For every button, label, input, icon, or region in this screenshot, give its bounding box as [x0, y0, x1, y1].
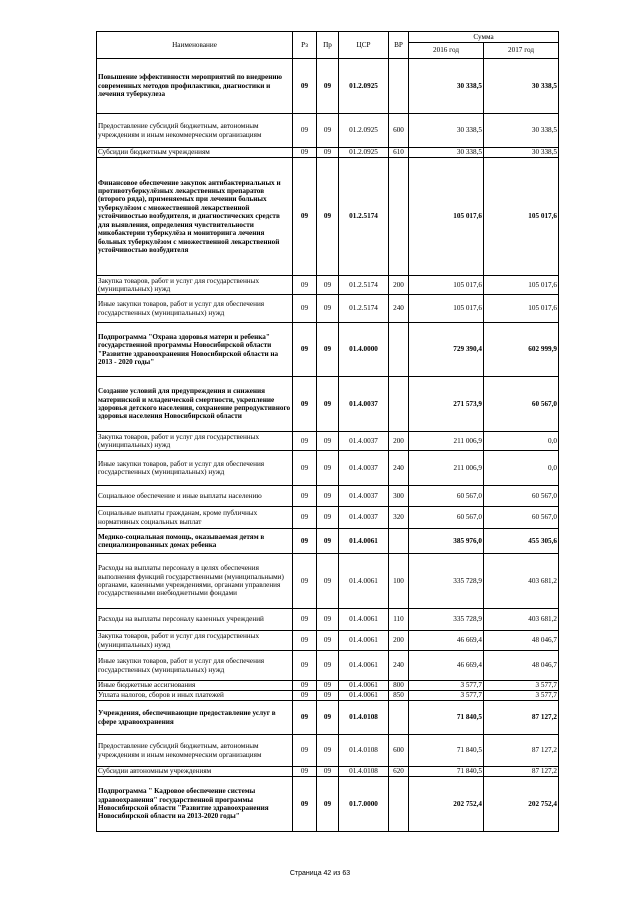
row-sum-2016: 105 017,6: [409, 276, 484, 295]
table-row: [97, 432, 559, 451]
row-vr: 200: [389, 432, 409, 451]
table-row: [97, 276, 559, 295]
row-csr: 01.7.0000: [339, 777, 389, 832]
table-row: [97, 158, 559, 276]
row-sum-2017: 3 577,7: [484, 681, 559, 691]
row-sum-2016: 71 840,5: [409, 767, 484, 777]
row-pr: 09: [317, 777, 339, 832]
row-pr: 09: [317, 295, 339, 323]
table-row: [97, 651, 559, 681]
row-csr: 01.4.0037: [339, 486, 389, 507]
row-name: Социальное обеспечение и иные выплаты населению: [97, 486, 293, 507]
row-csr: 01.2.5174: [339, 158, 389, 276]
row-sum-2016: 211 006,9: [409, 432, 484, 451]
row-rz: 09: [293, 777, 317, 832]
row-vr: 320: [389, 507, 409, 529]
header-sum: Сумма: [409, 32, 559, 43]
row-rz: 09: [293, 681, 317, 691]
row-pr: 09: [317, 59, 339, 114]
row-csr: 01.4.0061: [339, 651, 389, 681]
row-vr: 800: [389, 681, 409, 691]
row-sum-2017: 602 999,9: [484, 323, 559, 377]
row-sum-2017: 202 752,4: [484, 777, 559, 832]
row-sum-2016: 271 573,9: [409, 377, 484, 432]
row-name: Подпрограмма "Охрана здоровья матери и ребенка" государственной программы Новосибирской области "Развитие здравоохранения Новосибирской области на 2013 - 2020 годы": [97, 323, 293, 377]
row-vr: 110: [389, 609, 409, 631]
row-csr: 01.4.0000: [339, 323, 389, 377]
row-sum-2017: 3 577,7: [484, 691, 559, 701]
row-csr: 01.4.0037: [339, 451, 389, 486]
row-rz: 09: [293, 507, 317, 529]
row-rz: 09: [293, 158, 317, 276]
row-pr: 09: [317, 114, 339, 148]
row-sum-2017: 87 127,2: [484, 767, 559, 777]
row-csr: 01.4.0108: [339, 701, 389, 735]
row-pr: 09: [317, 681, 339, 691]
row-csr: 01.4.0061: [339, 691, 389, 701]
row-sum-2016: 335 728,9: [409, 554, 484, 609]
row-name: Субсидии бюджетным учреждениям: [97, 148, 293, 158]
row-csr: 01.2.0925: [339, 114, 389, 148]
row-rz: 09: [293, 114, 317, 148]
row-csr: 01.4.0037: [339, 432, 389, 451]
row-csr: 01.2.5174: [339, 276, 389, 295]
row-sum-2017: 48 046,7: [484, 631, 559, 651]
row-rz: 09: [293, 767, 317, 777]
row-pr: 09: [317, 158, 339, 276]
row-sum-2017: 105 017,6: [484, 158, 559, 276]
row-rz: 09: [293, 631, 317, 651]
row-csr: 01.4.0061: [339, 554, 389, 609]
row-name: Подпрограмма " Кадровое обеспечение системы здравоохранения" государственной программы Новосибирской области "Развитие здравоохранения Новосибирской области на 2013-2020 годы": [97, 777, 293, 832]
table-row: [97, 451, 559, 486]
row-name: Закупка товаров, работ и услуг для государственных (муниципальных) нужд: [97, 631, 293, 651]
row-name: Финансовое обеспечение закупок антибактериальных и противотуберкулёзных лекарственных препаратов (второго ряда), применяемых при лечении больных туберкулёзом с множественной лекарственной устойчивостью возбудителя, и диагностических средств для выявления, определения чувствительности микобактерии туберкулёза и мониторинга лечения больных туберкулёзом с множественной лекарственной устойчивостью возбудителя: [97, 158, 293, 276]
row-csr: 01.4.0037: [339, 507, 389, 529]
row-name: Создание условий для предупреждения и снижения материнской и младенческой смертности, укрепление здоровья детского населения, сохранение репродуктивного здоровья населения Новосибирской области: [97, 377, 293, 432]
row-vr: 200: [389, 276, 409, 295]
row-pr: 09: [317, 432, 339, 451]
row-pr: 09: [317, 323, 339, 377]
table-row: [97, 735, 559, 767]
row-sum-2017: 30 338,5: [484, 114, 559, 148]
row-name: Социальные выплаты гражданам, кроме публичных нормативных социальных выплат: [97, 507, 293, 529]
row-rz: 09: [293, 432, 317, 451]
row-rz: 09: [293, 529, 317, 554]
row-name: Предоставление субсидий бюджетным, автономным учреждениям и иным некоммерческим организациям: [97, 735, 293, 767]
row-vr: 200: [389, 631, 409, 651]
row-rz: 09: [293, 295, 317, 323]
header-2016: 2016 год: [409, 43, 484, 59]
row-sum-2016: 385 976,0: [409, 529, 484, 554]
row-name: Расходы на выплаты персоналу в целях обеспечения выполнения функций государственными (муниципальными) органами, казенными учреждениями, органами управления государственными внебюджетными фондами: [97, 554, 293, 609]
row-rz: 09: [293, 486, 317, 507]
row-sum-2017: 455 305,6: [484, 529, 559, 554]
row-vr: [389, 158, 409, 276]
table-row: [97, 777, 559, 832]
row-pr: 09: [317, 486, 339, 507]
row-vr: [389, 323, 409, 377]
row-sum-2016: 46 669,4: [409, 631, 484, 651]
row-csr: 01.4.0061: [339, 681, 389, 691]
row-vr: 620: [389, 767, 409, 777]
row-sum-2017: 105 017,6: [484, 295, 559, 323]
table-row: [97, 486, 559, 507]
row-name: Повышение эффективности мероприятий по внедрению современных методов профилактики, диагностики и лечения туберкулеза: [97, 59, 293, 114]
table-row: [97, 323, 559, 377]
row-vr: [389, 777, 409, 832]
row-vr: [389, 701, 409, 735]
row-pr: 09: [317, 148, 339, 158]
row-sum-2017: 30 338,5: [484, 148, 559, 158]
row-name: Закупка товаров, работ и услуг для государственных (муниципальных) нужд: [97, 276, 293, 295]
row-pr: 09: [317, 735, 339, 767]
row-pr: 09: [317, 631, 339, 651]
row-sum-2016: 71 840,5: [409, 701, 484, 735]
row-csr: 01.2.0925: [339, 59, 389, 114]
row-vr: 600: [389, 114, 409, 148]
row-vr: 850: [389, 691, 409, 701]
row-rz: 09: [293, 651, 317, 681]
row-sum-2017: 87 127,2: [484, 701, 559, 735]
row-pr: 09: [317, 507, 339, 529]
table-row: [97, 59, 559, 114]
header-pr: Пр: [317, 32, 339, 59]
row-sum-2017: 403 681,2: [484, 609, 559, 631]
row-sum-2017: 60 567,0: [484, 507, 559, 529]
table-row: [97, 507, 559, 529]
row-pr: 09: [317, 691, 339, 701]
row-sum-2016: 30 338,5: [409, 148, 484, 158]
row-pr: 09: [317, 651, 339, 681]
row-rz: 09: [293, 735, 317, 767]
row-vr: 600: [389, 735, 409, 767]
row-pr: 09: [317, 609, 339, 631]
row-sum-2016: 71 840,5: [409, 735, 484, 767]
row-vr: 610: [389, 148, 409, 158]
row-name: Закупка товаров, работ и услуг для государственных (муниципальных) нужд: [97, 432, 293, 451]
table-row: [97, 681, 559, 691]
row-sum-2017: 0,0: [484, 451, 559, 486]
row-sum-2016: 105 017,6: [409, 295, 484, 323]
row-pr: 09: [317, 451, 339, 486]
table-row: [97, 631, 559, 651]
row-sum-2017: 403 681,2: [484, 554, 559, 609]
row-rz: 09: [293, 691, 317, 701]
header-name: Наименование: [97, 32, 293, 59]
row-name: Иные закупки товаров, работ и услуг для обеспечения государственных (муниципальных) нужд: [97, 451, 293, 486]
budget-table: [96, 31, 559, 832]
row-rz: 09: [293, 554, 317, 609]
table-row: [97, 609, 559, 631]
row-sum-2016: 30 338,5: [409, 114, 484, 148]
table-row: [97, 767, 559, 777]
row-sum-2016: 3 577,7: [409, 691, 484, 701]
row-vr: 240: [389, 451, 409, 486]
header-vr: ВР: [389, 32, 409, 59]
row-sum-2016: 3 577,7: [409, 681, 484, 691]
table-row: [97, 295, 559, 323]
row-vr: 240: [389, 295, 409, 323]
table-row: [97, 701, 559, 735]
row-pr: 09: [317, 554, 339, 609]
row-sum-2017: 30 338,5: [484, 59, 559, 114]
table-row: [97, 529, 559, 554]
row-rz: 09: [293, 609, 317, 631]
row-sum-2016: 729 390,4: [409, 323, 484, 377]
row-sum-2016: 46 669,4: [409, 651, 484, 681]
header-rz: Рз: [293, 32, 317, 59]
row-name: Иные закупки товаров, работ и услуг для обеспечения государственных (муниципальных) нужд: [97, 295, 293, 323]
row-sum-2017: 87 127,2: [484, 735, 559, 767]
row-rz: 09: [293, 377, 317, 432]
row-sum-2017: 0,0: [484, 432, 559, 451]
row-pr: 09: [317, 529, 339, 554]
row-sum-2016: 60 567,0: [409, 507, 484, 529]
row-name: Предоставление субсидий бюджетным, автономным учреждениям и иным некоммерческим организациям: [97, 114, 293, 148]
row-sum-2017: 105 017,6: [484, 276, 559, 295]
row-vr: [389, 377, 409, 432]
row-rz: 09: [293, 276, 317, 295]
row-sum-2016: 60 567,0: [409, 486, 484, 507]
row-csr: 01.4.0061: [339, 529, 389, 554]
row-pr: 09: [317, 767, 339, 777]
row-sum-2016: 211 006,9: [409, 451, 484, 486]
row-name: Уплата налогов, сборов и иных платежей: [97, 691, 293, 701]
row-vr: [389, 59, 409, 114]
header-csr: ЦСР: [339, 32, 389, 59]
row-csr: 01.2.5174: [339, 295, 389, 323]
row-pr: 09: [317, 701, 339, 735]
row-vr: 100: [389, 554, 409, 609]
row-vr: [389, 529, 409, 554]
row-csr: 01.4.0061: [339, 609, 389, 631]
row-name: Учреждения, обеспечивающие предоставление услуг в сфере здравоохранения: [97, 701, 293, 735]
row-csr: 01.4.0061: [339, 631, 389, 651]
row-sum-2016: 202 752,4: [409, 777, 484, 832]
row-sum-2017: 60 567,0: [484, 377, 559, 432]
row-csr: 01.2.0925: [339, 148, 389, 158]
row-name: Субсидии автономным учреждениям: [97, 767, 293, 777]
table-body: [97, 59, 559, 832]
row-pr: 09: [317, 377, 339, 432]
table-row: [97, 148, 559, 158]
row-sum-2016: 30 338,5: [409, 59, 484, 114]
row-name: Расходы на выплаты персоналу казенных учреждений: [97, 609, 293, 631]
row-name: Иные закупки товаров, работ и услуг для обеспечения государственных (муниципальных) нужд: [97, 651, 293, 681]
row-name: Медико-социальная помощь, оказываемая детям в специализированных домах ребенка: [97, 529, 293, 554]
row-csr: 01.4.0037: [339, 377, 389, 432]
row-csr: 01.4.0108: [339, 735, 389, 767]
row-sum-2017: 48 046,7: [484, 651, 559, 681]
row-name: Иные бюджетные ассигнования: [97, 681, 293, 691]
table-row: [97, 114, 559, 148]
row-sum-2017: 60 567,0: [484, 486, 559, 507]
header-2017: 2017 год: [484, 43, 559, 59]
table-row: [97, 377, 559, 432]
row-sum-2016: 105 017,6: [409, 158, 484, 276]
row-rz: 09: [293, 451, 317, 486]
row-rz: 09: [293, 701, 317, 735]
row-rz: 09: [293, 323, 317, 377]
table-row: [97, 554, 559, 609]
row-vr: 240: [389, 651, 409, 681]
row-rz: 09: [293, 59, 317, 114]
page-footer: Страница 42 из 63: [289, 870, 351, 877]
table-row: [97, 691, 559, 701]
row-pr: 09: [317, 276, 339, 295]
row-csr: 01.4.0108: [339, 767, 389, 777]
row-vr: 300: [389, 486, 409, 507]
row-sum-2016: 335 728,9: [409, 609, 484, 631]
row-rz: 09: [293, 148, 317, 158]
